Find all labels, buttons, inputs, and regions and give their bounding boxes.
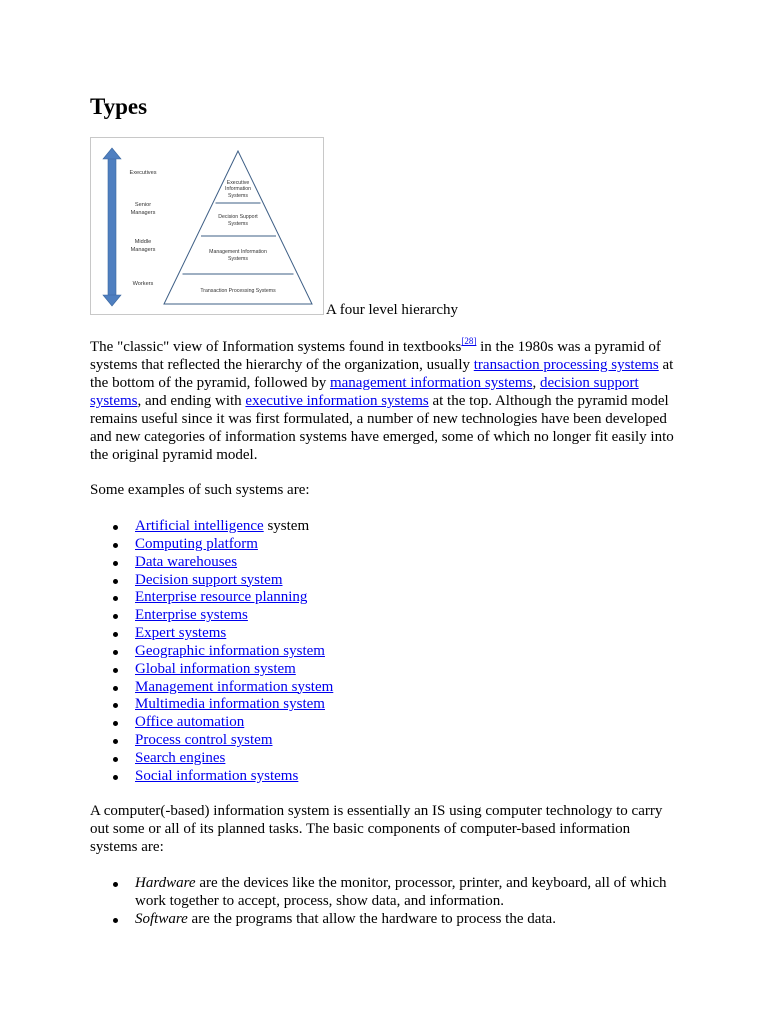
component-term: Software (135, 911, 188, 927)
list-item (90, 553, 680, 571)
examples-list (90, 517, 680, 785)
link-decision-support-systems[interactable]: decision support systems (90, 375, 639, 409)
example-link[interactable]: Global information system (135, 660, 296, 677)
example-link[interactable]: Decision support system (135, 571, 283, 588)
tier-dss-line2: Systems (228, 221, 248, 227)
tier-eis-line3: Systems (228, 193, 248, 199)
list-item: Hardware are the devices like the monitor, processor, printer, and keyboard, all of which work together to accept, process, show data, and information. (90, 874, 680, 910)
components-list (90, 874, 680, 928)
paragraph-computer-based-is: A computer(-based) information system is essentially an IS using computer technology to carry out some or all of its planned tasks. The basic components of computer-based information systems are: (90, 803, 663, 855)
tier-eis-line2: Information (225, 186, 251, 192)
label-workers: Workers (132, 281, 154, 287)
list-item (90, 749, 680, 767)
tier-mis-line1: Management Information (209, 249, 267, 255)
citation-link[interactable]: [28] (461, 336, 477, 346)
list-item (90, 660, 680, 678)
tier-tps-line1: Transaction Processing Systems (200, 288, 276, 294)
example-link[interactable]: Enterprise systems (135, 607, 248, 624)
list-item (90, 642, 680, 660)
example-link[interactable]: Office automation (135, 714, 245, 731)
link-management-information-systems[interactable]: management information systems (329, 375, 533, 391)
example-link[interactable]: Artificial intelligence (135, 518, 264, 534)
label-senior: Senior (134, 202, 152, 208)
label-senior-managers: Managers (130, 210, 156, 216)
component-term: Hardware (135, 875, 196, 891)
paragraph-classic-view: The "classic" view of Information systems found in textbooks[28] in the 1980s was a pyramid of systems that reflected the hierarchy of the organization, usually transaction processing systems at the bottom of the pyramid, followed by management information systems, decision support systems, and ending with executive information systems at the top. Although the pyramid model remains useful since it was first formulated, a number of new technologies have been developed and new categories of information systems have emerged, some of which no longer fit easily into the original pyramid model. (90, 336, 674, 463)
paragraph-examples-intro: Some examples of such systems are: (90, 482, 310, 498)
list-item: Software are the programs that allow the hardware to process the data. (90, 910, 680, 928)
example-link[interactable]: Management information system (135, 678, 334, 695)
list-item: Artificial intelligence system (90, 517, 680, 535)
label-executives: Executives (129, 170, 157, 176)
section-heading: Types (90, 94, 148, 119)
list-item (90, 624, 680, 642)
figure-row (90, 137, 680, 318)
example-link[interactable]: Process control system (135, 732, 273, 749)
example-link[interactable]: Data warehouses (135, 553, 238, 570)
hierarchy-arrow (103, 148, 121, 306)
example-link[interactable]: Search engines (135, 749, 226, 766)
link-transaction-processing-systems[interactable]: transaction processing systems (473, 357, 659, 373)
list-item (90, 767, 680, 785)
list-item (90, 731, 680, 749)
pyramid (164, 151, 312, 304)
figure-caption: A four level hierarchy (326, 302, 459, 318)
label-middle: Middle (134, 239, 152, 245)
link-executive-information-systems[interactable]: executive information systems (245, 393, 429, 409)
example-link[interactable]: Enterprise resource planning (135, 589, 308, 606)
tier-eis-line1: Executive (226, 180, 250, 186)
list-item (90, 713, 680, 731)
example-link[interactable]: Geographic information system (135, 642, 325, 659)
list-item (90, 678, 680, 696)
pyramid-figure[interactable] (90, 137, 324, 315)
pyramid-diagram (91, 138, 323, 314)
example-link[interactable]: Computing platform (135, 535, 258, 552)
label-middle-managers: Managers (130, 247, 156, 253)
example-link[interactable]: Social information systems (135, 767, 299, 784)
tier-mis-line2: Systems (228, 256, 248, 262)
list-item (90, 535, 680, 553)
list-item (90, 571, 680, 589)
list-item (90, 606, 680, 624)
example-link[interactable]: Multimedia information system (135, 696, 325, 713)
list-item (90, 588, 680, 606)
tier-dss-line1: Decision Support (218, 214, 258, 220)
example-link[interactable]: Expert systems (135, 625, 227, 642)
list-item (90, 695, 680, 713)
